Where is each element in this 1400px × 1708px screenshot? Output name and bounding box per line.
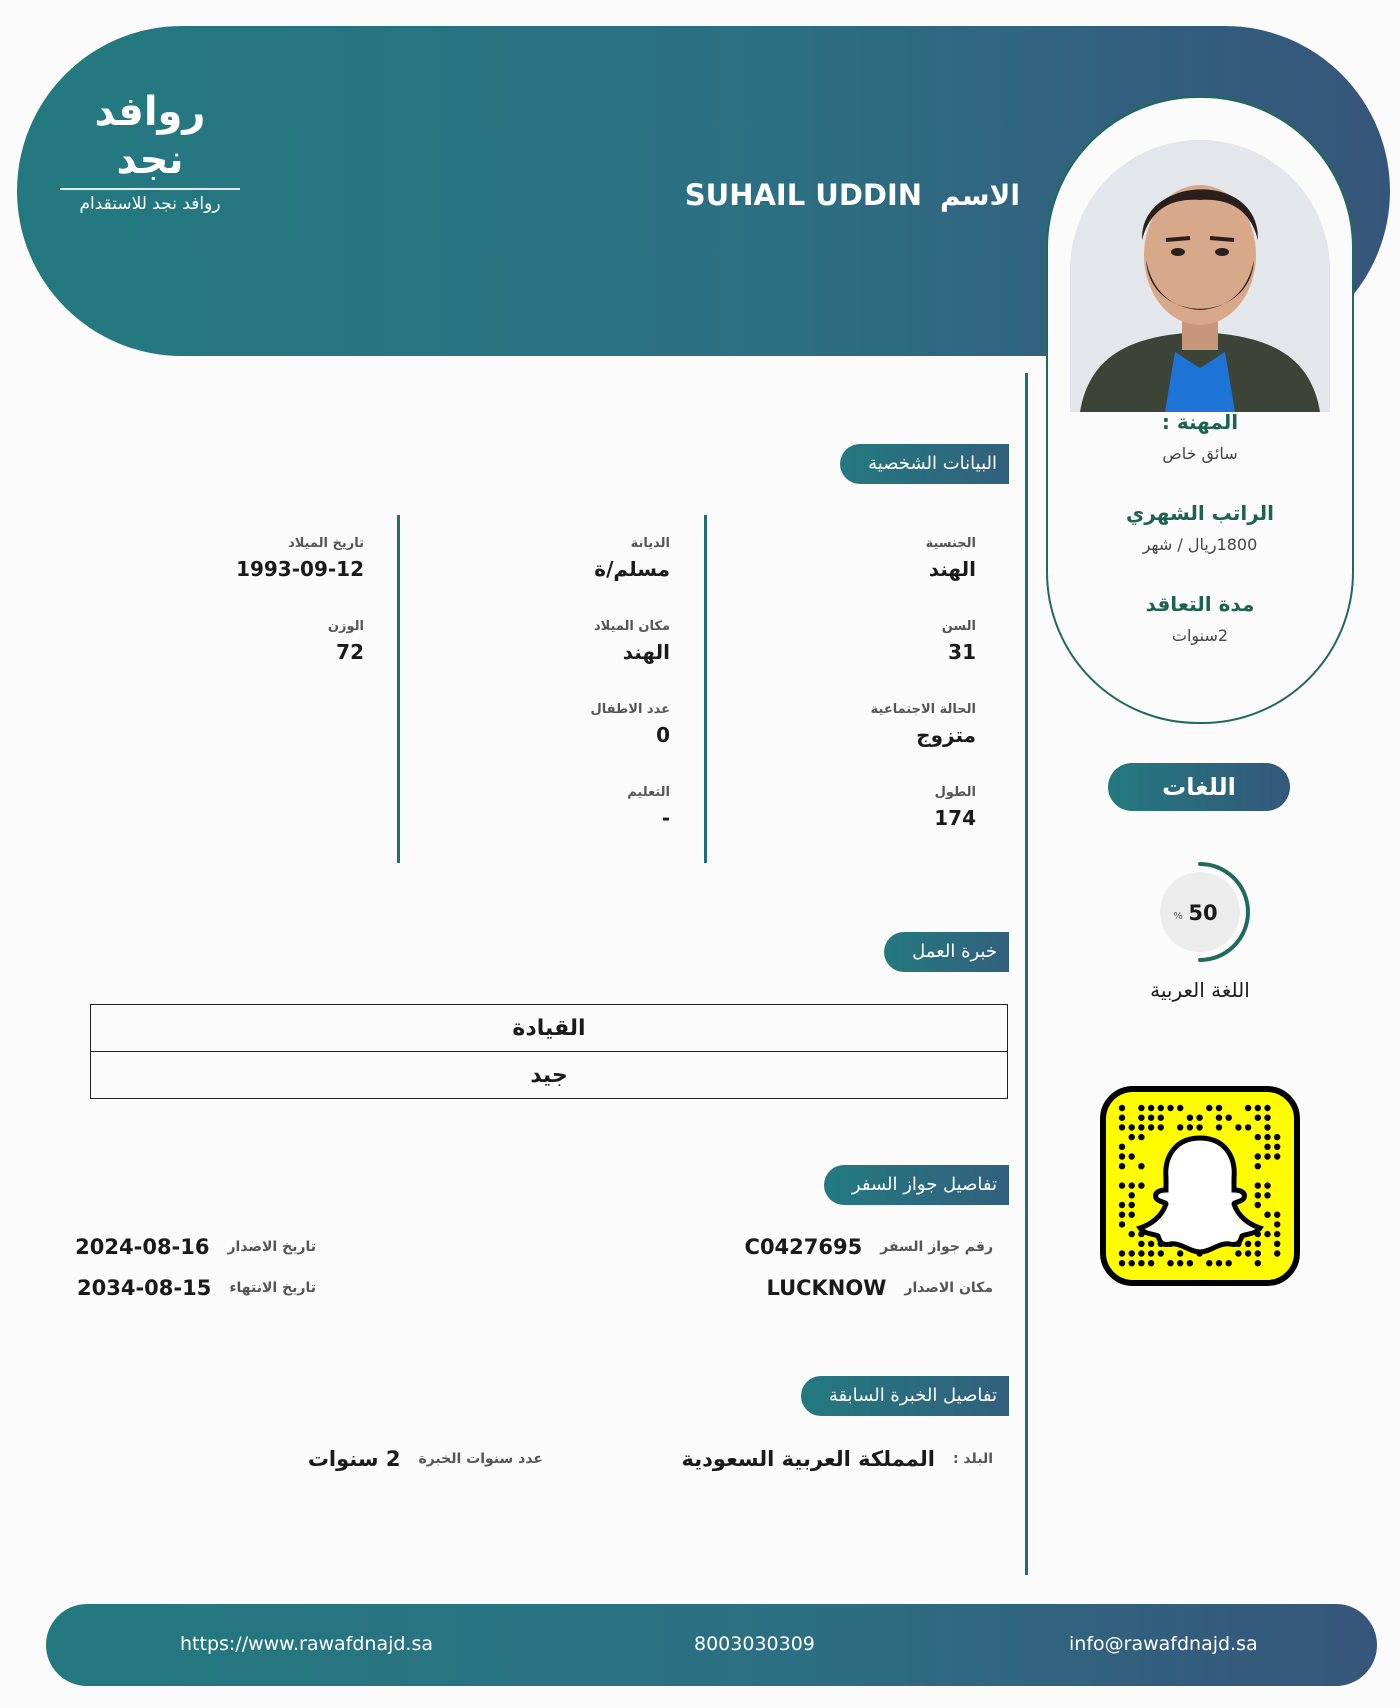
country-label: البلد : <box>952 1451 993 1467</box>
birthdate-value: 1993-09-12 <box>236 557 364 581</box>
snapcode-dot <box>1274 1221 1280 1227</box>
snapcode-dot <box>1129 1231 1135 1237</box>
snapcode-dot <box>1274 1250 1280 1256</box>
column-divider <box>397 515 400 863</box>
issue-place-label: مكان الاصدار <box>904 1280 993 1296</box>
section-previous-heading: تفاصيل الخبرة السابقة <box>801 1376 1009 1416</box>
snapcode-dot <box>1235 1250 1241 1256</box>
snapcode-dot <box>1216 1105 1222 1111</box>
snapcode-dot <box>1129 1153 1135 1159</box>
snapcode-dot <box>1206 1105 1212 1111</box>
snapcode-dot <box>1226 1260 1232 1266</box>
years-row <box>308 1447 543 1471</box>
education-item <box>430 785 670 868</box>
snapcode-dot <box>1119 1221 1125 1227</box>
snapcode-dot <box>1129 1124 1135 1130</box>
language-name: اللغة العربية <box>1150 978 1250 1002</box>
country-row <box>682 1447 994 1471</box>
issue-date-label: تاريخ الاصدار <box>227 1239 316 1255</box>
snapcode-dot <box>1158 1115 1164 1121</box>
snapcode-dot <box>1167 1260 1173 1266</box>
snapcode-dot <box>1264 1134 1270 1140</box>
snapcode-dot <box>1129 1134 1135 1140</box>
snapcode-dot <box>1177 1124 1183 1130</box>
marital-status-label: الحالة الاجتماعية <box>870 702 976 717</box>
snapcode-dot <box>1264 1124 1270 1130</box>
svg-text:% <box>1173 911 1183 922</box>
snapcode-dot <box>1255 1250 1261 1256</box>
table-row <box>91 1052 1008 1099</box>
personal-column-3 <box>124 536 364 702</box>
snapcode-dot <box>1274 1144 1280 1150</box>
issue-date-value: 2024-08-16 <box>75 1235 210 1259</box>
contract-field <box>1048 592 1352 645</box>
percent-sign: % <box>1173 911 1183 922</box>
svg-text:50 <box>1188 901 1217 925</box>
expiry-date-row <box>77 1276 316 1300</box>
snapcode-dot <box>1226 1115 1232 1121</box>
snapcode-dot <box>1255 1134 1261 1140</box>
snapcode-dot <box>1206 1260 1212 1266</box>
age-item <box>736 619 976 702</box>
snapcode-dot <box>1274 1241 1280 1247</box>
snapcode-dot <box>1264 1153 1270 1159</box>
snapcode-dot <box>1129 1260 1135 1266</box>
issue-date-row <box>75 1235 316 1259</box>
logo-subtitle: روافد نجد للاستقدام <box>79 194 221 214</box>
snapcode-dot <box>1119 1202 1125 1208</box>
weight-item <box>124 619 364 702</box>
snapcode-dot <box>1255 1105 1261 1111</box>
snapcode-dot <box>1148 1260 1154 1266</box>
salary-field <box>1048 501 1352 554</box>
snapcode-dot <box>1255 1192 1261 1198</box>
profile-card <box>1046 96 1354 724</box>
snapcode-dot <box>1138 1182 1144 1188</box>
birthplace-item <box>430 619 670 702</box>
snapcode-dot <box>1177 1260 1183 1266</box>
height-value: 174 <box>934 806 976 830</box>
snapcode-dot <box>1138 1241 1144 1247</box>
snapcode-dot <box>1119 1163 1125 1169</box>
contract-value: 2سنوات <box>1171 626 1229 645</box>
birthplace-label: مكان الميلاد <box>593 619 670 634</box>
snapcode-dot <box>1129 1202 1135 1208</box>
snapcode-dot <box>1255 1202 1261 1208</box>
snapcode-dot <box>1245 1105 1251 1111</box>
snapcode-dot <box>1129 1192 1135 1198</box>
passport-number-value: C0427695 <box>744 1235 863 1259</box>
logo-divider <box>60 188 240 190</box>
snapcode-dot <box>1148 1105 1154 1111</box>
snapcode-dot <box>1167 1105 1173 1111</box>
children-value: 0 <box>656 723 670 747</box>
profession-value: سائق خاص <box>1162 444 1238 463</box>
snapcode-dot <box>1196 1115 1202 1121</box>
religion-label: الديانة <box>630 536 670 551</box>
table-row <box>91 1005 1008 1052</box>
snapcode-dot <box>1264 1105 1270 1111</box>
snapcode-dot <box>1158 1250 1164 1256</box>
personal-column-2 <box>430 536 670 868</box>
snapcode-dot <box>1119 1260 1125 1266</box>
expiry-date-value: 2034-08-15 <box>77 1276 212 1300</box>
language-progress-ring <box>1148 860 1252 964</box>
snapcode-dot <box>1158 1105 1164 1111</box>
issue-place-value: LUCKNOW <box>766 1276 887 1300</box>
height-item <box>736 785 976 868</box>
snapcode-dot <box>1196 1124 1202 1130</box>
weight-value: 72 <box>336 640 364 664</box>
expiry-date-label: تاريخ الانتهاء <box>229 1280 316 1296</box>
years-label: عدد سنوات الخبرة <box>418 1451 543 1467</box>
footer-bar <box>46 1604 1377 1686</box>
snapcode-dot <box>1148 1241 1154 1247</box>
company-logo <box>60 88 260 214</box>
nationality-label: الجنسية <box>925 536 976 551</box>
name-label: الاسم <box>940 178 1020 212</box>
website-link[interactable]: https://www.rawafdnajd.sa <box>180 1633 434 1655</box>
religion-item <box>430 536 670 619</box>
snapcode-dot <box>1274 1212 1280 1218</box>
snapcode-dot <box>1138 1163 1144 1169</box>
birthdate-label: تاريخ الميلاد <box>288 536 364 551</box>
snapcode-dot <box>1177 1105 1183 1111</box>
snapcode-dot <box>1216 1115 1222 1121</box>
marital-status-item <box>736 702 976 785</box>
experience-value-cell: جيد <box>91 1052 1008 1099</box>
snapcode-dot <box>1138 1260 1144 1266</box>
candidate-name-row <box>685 178 1020 212</box>
snapcode-dot <box>1235 1124 1241 1130</box>
profession-field <box>1048 410 1352 463</box>
snapcode-dot <box>1255 1115 1261 1121</box>
snapcode-dot <box>1177 1250 1183 1256</box>
profession-label: المهنة : <box>1161 410 1239 434</box>
snapcode-dot <box>1264 1115 1270 1121</box>
column-divider <box>704 515 707 863</box>
salary-value: 1800ريال / شهر <box>1142 535 1258 554</box>
logo-mark: روافد نجد <box>94 89 206 183</box>
birthdate-item <box>124 536 364 619</box>
snapcode-dot <box>1119 1153 1125 1159</box>
religion-value: مسلم/ة <box>594 557 670 581</box>
personal-column-1 <box>736 536 976 868</box>
language-percent: 50 <box>1188 901 1218 925</box>
email-link[interactable]: info@rawafdnajd.sa <box>1069 1633 1258 1655</box>
snapcode-dot <box>1187 1124 1193 1130</box>
snapcode-dot <box>1255 1260 1261 1266</box>
snapcode-dot <box>1119 1212 1125 1218</box>
marital-status-value: متزوج <box>916 723 976 747</box>
children-label: عدد الاطفال <box>590 702 670 717</box>
passport-number-row <box>745 1235 993 1259</box>
snapcode-dot <box>1138 1124 1144 1130</box>
snapcode-dot <box>1119 1144 1125 1150</box>
education-value: - <box>661 806 670 830</box>
snapcode-dot <box>1255 1182 1261 1188</box>
snapcode-dot <box>1264 1231 1270 1237</box>
experience-table <box>90 1004 1008 1099</box>
snapcode-dot <box>1264 1144 1270 1150</box>
snapcode-dot <box>1138 1134 1144 1140</box>
snapcode-dot <box>1129 1250 1135 1256</box>
snapcode-dot <box>1245 1241 1251 1247</box>
years-value: 2 سنوات <box>307 1447 401 1471</box>
snapcode-dot <box>1158 1124 1164 1130</box>
snapcode-dot <box>1119 1124 1125 1130</box>
candidate-photo <box>1070 140 1330 412</box>
snapcode-dot <box>1245 1124 1251 1130</box>
phone-number[interactable]: 8003030309 <box>694 1633 815 1655</box>
snapcode-dot <box>1216 1124 1222 1130</box>
snapcode-dot <box>1148 1250 1154 1256</box>
age-label: السن <box>941 619 976 634</box>
snapcode-dot <box>1119 1182 1125 1188</box>
section-divider-line <box>1025 373 1028 1575</box>
passport-number-label: رقم جواز السفر <box>880 1239 993 1255</box>
languages-heading: اللغات <box>1108 763 1290 811</box>
snapcode-dot <box>1138 1115 1144 1121</box>
salary-label: الراتب الشهري <box>1126 501 1274 525</box>
section-experience-heading: خبرة العمل <box>884 932 1009 972</box>
snapcode-dot <box>1119 1105 1125 1111</box>
snapcode-dot <box>1148 1115 1154 1121</box>
snapcode-dot <box>1264 1182 1270 1188</box>
snapcode-dot <box>1187 1115 1193 1121</box>
nationality-value: الهند <box>928 557 976 581</box>
nationality-item <box>736 536 976 619</box>
weight-label: الوزن <box>327 619 364 634</box>
snapcode-dot <box>1274 1134 1280 1140</box>
snapcode-dot <box>1148 1124 1154 1130</box>
snapcode-dot <box>1119 1115 1125 1121</box>
snapcode-dot <box>1245 1250 1251 1256</box>
snapcode-dot <box>1255 1241 1261 1247</box>
snapcode-dot <box>1119 1250 1125 1256</box>
snapcode-dot <box>1255 1163 1261 1169</box>
snapcode-dot <box>1274 1231 1280 1237</box>
snapcode-dot <box>1216 1260 1222 1266</box>
snapcode-dot <box>1187 1260 1193 1266</box>
education-label: التعليم <box>627 785 670 800</box>
birthplace-value: الهند <box>622 640 670 664</box>
snapcode-icon[interactable] <box>1100 1086 1300 1286</box>
candidate-name: SUHAIL UDDIN <box>684 178 923 212</box>
snapcode-dot <box>1255 1153 1261 1159</box>
section-passport-heading: تفاصيل جواز السفر <box>824 1165 1009 1205</box>
snapcode-dot <box>1138 1105 1144 1111</box>
height-label: الطول <box>934 785 976 800</box>
issue-place-row <box>766 1276 993 1300</box>
contract-label: مدة التعاقد <box>1145 592 1255 616</box>
country-value: المملكة العربية السعودية <box>681 1447 935 1471</box>
children-item <box>430 702 670 785</box>
snapcode-dot <box>1274 1153 1280 1159</box>
snapcode-dot <box>1129 1212 1135 1218</box>
snapcode-dot <box>1264 1192 1270 1198</box>
snapcode-dot <box>1138 1250 1144 1256</box>
age-value: 31 <box>948 640 976 664</box>
snapcode-dot <box>1129 1182 1135 1188</box>
snapcode-dot <box>1264 1212 1270 1218</box>
section-personal-heading: البيانات الشخصية <box>840 444 1009 484</box>
experience-header-cell: القيادة <box>91 1005 1008 1052</box>
